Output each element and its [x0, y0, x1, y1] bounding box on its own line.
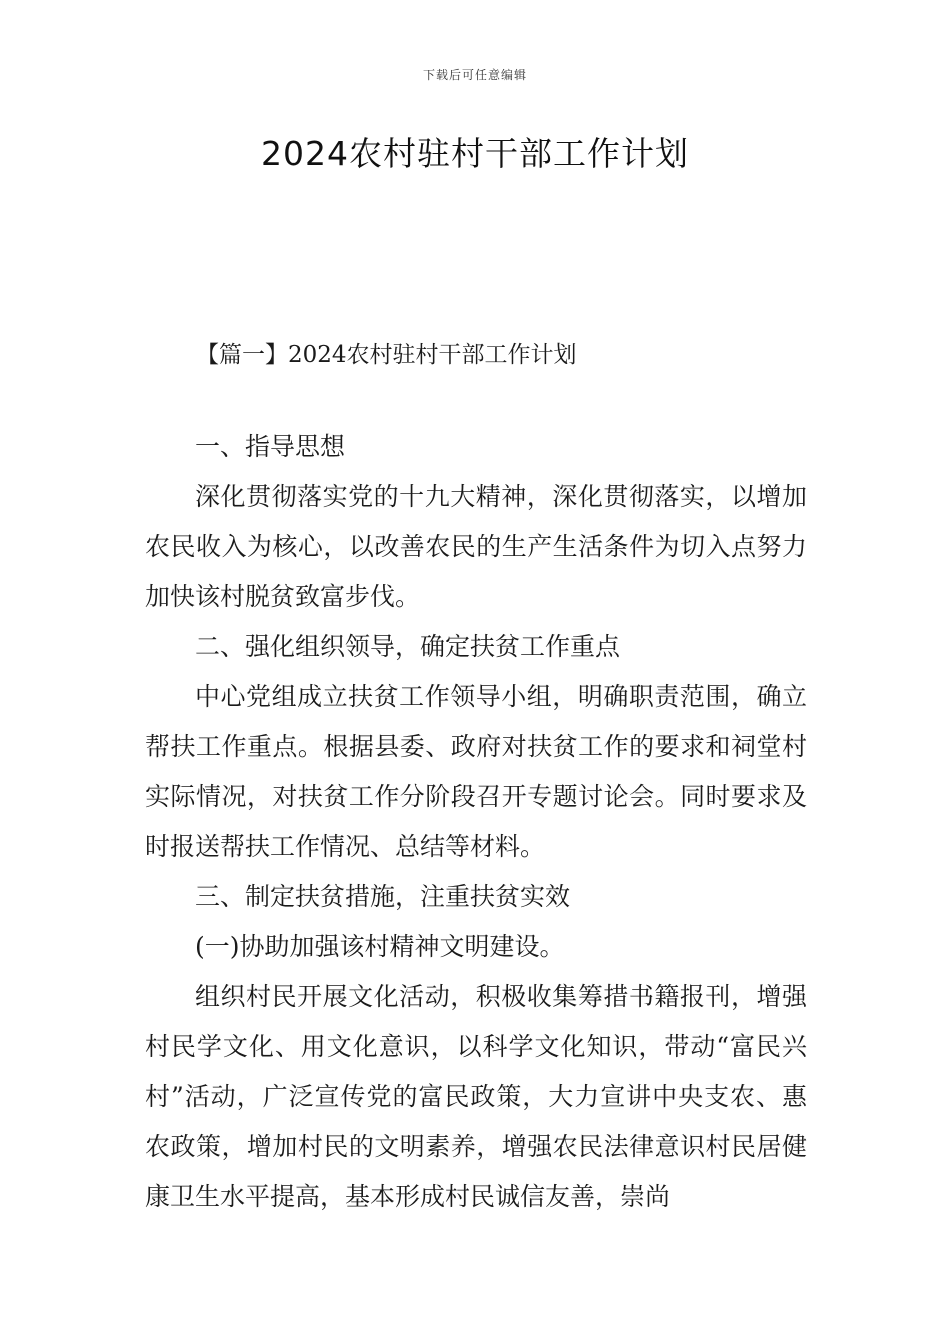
heading-organization-leadership: 二、强化组织领导，确定扶贫工作重点 [195, 632, 621, 661]
paragraph-guiding-ideology: 深化贯彻落实党的十九大精神，深化贯彻落实，以增加农民收入为核心，以改善农民的生产生活条件为切入点努力加快该村脱贫致富步伐。 [145, 482, 807, 611]
heading-guiding-ideology: 一、指导思想 [195, 432, 346, 461]
document-body [145, 422, 807, 1222]
paragraph-organization-leadership: 中心党组成立扶贫工作领导小组，明确职责范围，确立帮扶工作重点。根据县委、政府对扶贫工作的要求和祠堂村实际情况，对扶贫工作分阶段召开专题讨论会。同时要求及时报送帮扶工作情况、总结等材料。 [145, 682, 807, 861]
heading-poverty-measures: 三、制定扶贫措施，注重扶贫实效 [195, 882, 571, 911]
section-heading: 【篇一】2024农村驻村干部工作计划 [196, 342, 577, 368]
paragraph-cultural-activities: 组织村民开展文化活动，积极收集筹措书籍报刊，增强村民学文化、用文化意识，以科学文化知识，带动“富民兴村”活动，广泛宣传党的富民政策，大力宣讲中央支农、惠农政策，增加村民的文明素养，增强农民法律意识村民居健康卫生水平提高，基本形成村民诚信友善，崇尚 [145, 982, 807, 1211]
page-header-note: 下载后可任意编辑 [422, 68, 527, 82]
document-title: 2024农村驻村干部工作计划 [261, 134, 689, 173]
subheading-spiritual-civilization: (一)协助加强该村精神文明建设。 [195, 932, 565, 961]
